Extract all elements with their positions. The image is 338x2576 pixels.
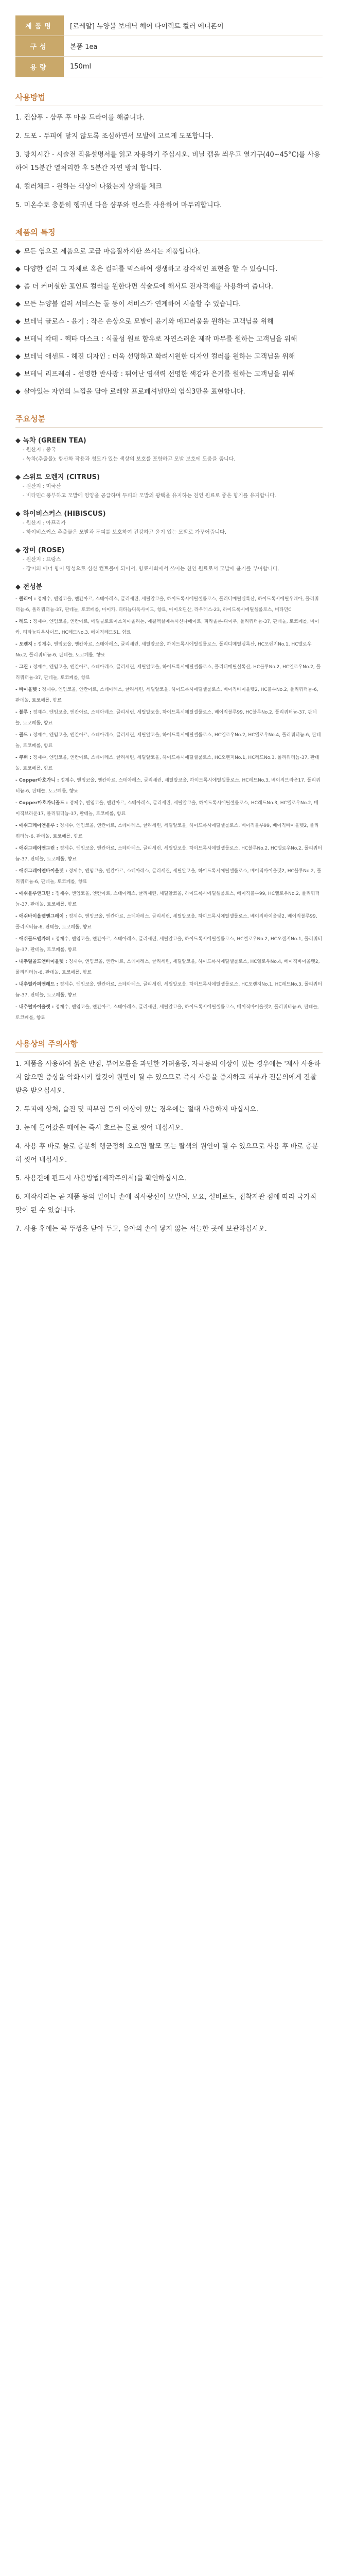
ingredient-block — [15, 617, 323, 638]
ingredient-desc: - 장미의 에너 향이 명성으로 심신 컨트롤이 되어서, 향료사회에서 쓰이는 천연 원료로서 모발에 윤기를 부여합니다. — [23, 566, 279, 572]
feature-item — [15, 245, 323, 259]
caution-item: 1. 제품을 사용하여 붉은 반점, 부어오름을 과민한 가려움증, 자극등의 이상이 있는 경우에는 '제사 사용하지 않으면 증상을 악화시키 할것이 원만이 될 수 있으므로 즉시 사용을 중지하고 피부과 전문의에게 진찰받을 받으십시오. — [15, 1060, 321, 1095]
usage-step: 5. 미온수로 충분히 헹궈낸 다음 샴푸와 린스를 사용하여 마무리합니다. — [15, 201, 222, 209]
ingredient-block — [15, 730, 323, 752]
ingredient-name: ◆ 장미 (ROSE) — [15, 547, 65, 554]
ingredient-block — [15, 775, 323, 797]
bullet-icon: ◆ — [15, 388, 21, 396]
feature-item — [15, 298, 323, 311]
ingredient-block — [15, 639, 323, 661]
ingredient-block-text: 정제수, 엔임코올, 엔칸아르, 스테아레스, 글리세린, 세틸알코올, 하이드록시에틸셀룰로스, 베이직바이올렛2, 베이직블루99, 폴리쿼터늄-6, 판테놀, 토코페롤, 향료 — [15, 914, 317, 930]
ingredient-block — [15, 1002, 323, 1024]
ingredient-block-label: - 내추럴카퍼앤레드 : — [15, 982, 59, 987]
bullet-icon: ◆ — [15, 335, 21, 343]
info-label-composition: 구성 — [15, 36, 64, 57]
ingredient-block-label: - 바이올렛 : — [15, 687, 41, 692]
ingredient-block-label: - 오렌지 : — [15, 642, 36, 647]
ingredient-name: ◆ 하이비스커스 (HIBISCUS) — [15, 510, 106, 518]
ingredient-block-label: - Copper마호가니 : — [15, 778, 59, 783]
ingredient-block — [15, 798, 323, 820]
ingredient-block-text: 정제수, 엔임코올, 엔칸아르, 스테아레스, 글리세린, 세틸알코올, 하이드록시에틸셀룰로스, 베이직블루99, HC옐로우No.2, 폴리쿼터늄-37, 판테놀, 토코페롤, 향료 — [15, 891, 320, 907]
ingredient-block-text: 정제수, 엔임코올, 엔칸아르, 스테아레스, 글리세린, 세틸알코올, 하이드록시에틸셀룰로스, 폴리디메틸실록산, HC블루No.2, HC옐로우No.2, 폴리쿼터늄-37, 판테놀, 토코페롤, 향료 — [15, 665, 321, 681]
ingredient-block — [15, 979, 323, 1001]
feature-text: 보테닉 칵테 - 헥타 마스크 : 식물성 원료 함유로 자연스러운 제작 마무를 원하는 고객님을 위해 — [24, 335, 297, 343]
info-row-composition — [15, 36, 323, 57]
ingredient-origin: - 원산지 : 중국 — [23, 447, 56, 453]
feature-text: 살아있는 자연의 느낌을 담아 로레알 프로페셔널만의 염식3만을 표현합니다. — [24, 388, 245, 396]
caution-item: 6. 제작사라는 곧 제품 등의 일이나 손에 직사광선이 모발여, 모요, 설비로도, 접착지관 점에 따라 국가적 맞이 된 수 있습니다. — [15, 1193, 316, 1214]
feature-item — [15, 263, 323, 276]
ingredient-block-label: - 쿠퍼 : — [15, 755, 31, 760]
ingredient-desc: - 하이비스커스 추출물은 모발과 두피를 보호하여 건강하고 윤기 있는 모발로 가꾸어줍니다. — [23, 530, 226, 535]
feature-text: 다양한 컬러 그 자체로 혹은 컬러를 믹스하여 생생하고 감각적인 표현을 할 수 있습니다. — [24, 265, 278, 273]
feature-item — [15, 315, 323, 329]
ingredient-block — [15, 866, 323, 888]
usage-step: 3. 방치시간 - 시술전 직음설명서를 읽고 자용하기 주십시오. 비닐 캡을 씌우고 열기구(40~45°C)를 사용하여 15분간 열처리한 후 5분간 자연 방치 합니다. — [15, 151, 321, 172]
usage-list — [15, 111, 323, 212]
ingredient-block-text: 정제수, 엔임코올, 엔칸아르, 스테아레스, 글리세린, 세틸알코올, 하이드록시에틸셀룰로스, 베이직바이올렛2, 폴리쿼터늄-6, 판테놀, 토코페롤, 향료 — [15, 1005, 319, 1021]
ingredient-block-text: 정제수, 엔임코올, 엔칸아르, 스테아레스, 글리세린, 세틸알코올, 하이드록시에틸셀룰로스, HC블루No.2, HC옐로우No.2, 폴리쿼터늄-37, 판테놀, 토코페롤, 향료 — [15, 846, 323, 862]
feature-text: 보테닉 애센트 - 헤진 디자인 : 더욱 선명하고 화려시원한 디자인 컬러를 원하는 고객님을 위해 — [24, 353, 295, 361]
bullet-icon: ◆ — [15, 353, 21, 361]
ingredient-block — [15, 957, 323, 978]
ingredient-block-text: 정제수, 엔임코올, 엔칸아르, 스테아레스, 글리세린, 세틸알코올, 하이드록시에틸셀룰로스, HC레드No.3, HC옐로우No.2, 베이직브라운17, 폴리쿼터늄-37, 판테놀, 토코페롤, 향료 — [15, 801, 318, 817]
ingredient-block-label: - 블루 : — [15, 710, 31, 715]
ingredient-block-text: 정제수, 엔임코올, 엔칸아르, 스테아레스, 글리세린, 세틸알코올, 하이드록시에틸셀룰로스, HC레드No.3, 베이직브라운17, 폴리쿼터늄-6, 판테놀, 토코페롤, 향료 — [15, 778, 321, 794]
caution-title: 사용상의 주의사항 — [15, 1038, 323, 1053]
info-value-composition: 본품 1ea — [70, 43, 98, 51]
ingredient-block-label: - 내추럴바이올렛 : — [15, 1005, 54, 1010]
ingredient-block — [15, 911, 323, 933]
ingredient-block — [15, 753, 323, 774]
ingredient-block-label: - 애쉬바이올렛앤그레이 : — [15, 914, 67, 919]
ingredient-desc: - 비타민C 풍부하고 모발에 영양을 공급하며 두피와 모발의 광택을 유지하는 천연 원료로 좋은 향기를 유지합니다. — [23, 493, 276, 499]
ingredient-name: ◆ 스위트 오렌지 (CITRUS) — [15, 473, 100, 481]
ingredient-block-text: 정제수, 엔임코올, 엔칸아르, 스테아레스, 글리세린, 세틸알코올, 하이드록시에틸셀룰로스, HC옐로우No.4, 베이직바이올렛2, 폴리쿼터늄-6, 판테놀, 토코페롤, 향료 — [15, 959, 320, 975]
ingredient-block-text: 정제수, 엔임코올, 엔칸아르, 스테아레스, 글리세린, 세틸알코올, 하이드록시에틸셀룰로스, HC옐로우No.2, HC옐로우No.4, 폴리쿼터늄-6, 판테놀, 토코페롤, 향료 — [15, 733, 321, 749]
bullet-icon: ◆ — [15, 318, 21, 326]
info-value-volume: 150ml — [70, 63, 92, 71]
info-row-volume — [15, 57, 323, 77]
ingredients-title: 주요성분 — [15, 413, 323, 428]
features-list — [15, 245, 323, 399]
caution-item: 5. 사용전에 판드시 사용방법(제작주의서)을 확인하십시오. — [15, 1175, 187, 1182]
ingredient-block — [15, 843, 323, 865]
ingredient-block — [15, 685, 323, 706]
bullet-icon: ◆ — [15, 248, 21, 256]
feature-text: 모든 뉴양볼 컬러 서비스는 둘 동이 서비스가 연계하여 시술할 수 있습니다. — [24, 300, 241, 308]
feature-item — [15, 368, 323, 381]
product-info-table — [15, 15, 323, 77]
feature-text: 좀 더 커머셜한 포인트 컬러를 원한다면 식술도에 해서도 전자적제를 사용하여 줍니다. — [24, 283, 273, 291]
usage-step: 1. 컨샴푸 - 샴푸 후 마을 드라이를 해줍니다. — [15, 114, 145, 122]
ingredient-origin: - 원산지 : 미국산 — [23, 484, 61, 489]
ingredient-block-label: - 애쉬그레이앤그린 : — [15, 846, 59, 851]
ingredient-block-label: - 애쉬골드앤카퍼 : — [15, 937, 54, 942]
ingredient-block-text: 정제수, 엔임코올, 엔칸아르, 스테아레스, 글리세린, 세틸알코올, 하이드록시에틸셀룰로스, HC오렌지No.1, HC레드No.3, 폴리쿼터늄-37, 판테놀, 토코페롤, 향료 — [15, 982, 323, 998]
ingredient-block — [15, 594, 323, 616]
bullet-icon: ◆ — [15, 370, 21, 378]
ingredient-block-text: 정제수, 엔임코올, 엔칸아르, 스테아레스, 글리세린, 세틸알코올, 하이드록시에틸셀룰로스, HC옐로우No.2, HC오렌지No.1, 폴리쿼터늄-37, 판테놀, 토코페롤, 향료 — [15, 937, 323, 953]
ingredient-block — [15, 662, 323, 684]
bullet-icon: ◆ — [15, 300, 21, 308]
ingredient-block-label: - 애쉬그레이앤블루 : — [15, 823, 59, 828]
ingredient-desc: - 녹차(추출물): 항산화 작용과 청모가 있는 색상의 보호를 포함하고 모발 보호에 도움을 줍니다. — [23, 456, 236, 462]
ingredient-block-label: - 그린 : — [15, 665, 31, 670]
info-row-name — [15, 15, 323, 36]
ingredient-block-text: 정제수, 엔임코올, 엔칸아르, 스테아레스, 글리세린, 세틸알코올, 하이드록시에틸셀룰로스, HC오렌지No.1, HC레드No.3, 폴리쿼터늄-37, 판테놀, 토코페롤, 향료 — [15, 755, 319, 771]
caution-item: 2. 두피에 상처, 습진 및 피부염 등의 이상이 있는 경우에는 절대 사용하지 마십시오. — [15, 1106, 259, 1113]
feature-item — [15, 280, 323, 294]
ingredients-main — [15, 435, 323, 591]
ingredient-block-label: - 애쉬블루앤그린 : — [15, 891, 54, 896]
ingredient-block-label: - 골드 : — [15, 733, 31, 738]
ingredient-block — [15, 707, 323, 729]
feature-text: 보테닉 리프레쉬 - 선명한 반사광 : 뛰어난 염색력 선명한 색감과 은기를 원하는 고객님을 위해 — [24, 370, 295, 378]
ingredient-name: ◆ 녹차 (GREEN TEA) — [15, 437, 86, 445]
ingredient-block-text: 정제수, 엔임코올, 엔칸아르, 스테아레스, 글리세린, 세틸알코올, 하이드록시에틸셀룰로스, 베이직블루99, 베이직바이올렛2, 폴리쿼터늄-6, 판테놀, 토코페롤, 향료 — [15, 823, 319, 839]
ingredient-block-label: - 클리어 : — [15, 597, 36, 602]
feature-item — [15, 385, 323, 399]
ingredient-origin: - 원산지 : 프랑스 — [23, 557, 61, 563]
feature-item — [15, 333, 323, 346]
ingredient-block-label: - Copper마호가니골드 : — [15, 801, 68, 806]
all-ingredients-title: ◆ 전성분 — [15, 583, 43, 591]
usage-step: 4. 컬러체크 - 원하는 색상이 나왔는지 상태를 체크 — [15, 183, 162, 191]
ingredient-block-label: - 내추럴골드앤바이올렛 : — [15, 959, 67, 964]
ingredient-block-text: 정제수, 엔임코올, 엔칸아르, 스테아레스, 글리세린, 세틸알코올, 하이드록시에틸셀룰로스, 폴리디메틸실록산, HC오렌지No.1, HC옐로우No.2, 폴리쿼터늄-6, 판테놀, 토코페롤, 향료 — [15, 642, 312, 658]
ingredient-block — [15, 934, 323, 956]
ingredient-block-text: 정제수, 엔임코올, 엔칸아르, 스테아레스, 글리세린, 세틸알코올, 하이드록시에틸셀룰로스, 폴리디메틸실록산, 하이드록시에틸우레아, 폴리쿼터늄-6, 폴리쿼터늄-37, 판테놀, 토코페롤, 마이카, 티타늄디옥사이드, 향료, 아이오딘산, 라우레스-23, 하이드록시에틸셀룰로스, 비타민C — [15, 597, 319, 613]
caution-item: 3. 눈에 들어갔을 때에는 즉시 흐르는 물로 씻어 내십시오. — [15, 1124, 183, 1132]
caution-item: 7. 사용 후에는 꼭 뚜껑을 닫아 두고, 유아의 손이 닿지 않는 서늘한 곳에 보관하십시오. — [15, 1225, 267, 1233]
ingredient-block — [15, 821, 323, 842]
ingredient-block-text: 정제수, 엔임코올, 엔칸아르, 메틸클로로이소치아졸리논, 에칠헥실메톡시신나메이트, 피라졸론-다이우, 폴리쿼터늄-37, 판테놀, 토코페롤, 마이카, 티타늄디옥사이드, HC레드No.3, 베이직레드51, 향료 — [15, 619, 319, 635]
ingredient-block-label: - 애쉬그레이앤바이올렛 : — [15, 869, 67, 874]
usage-step: 2. 도포 - 두피에 닿지 않도록 조심하면서 모발에 고르게 도포합니다. — [15, 132, 214, 140]
feature-text: 모든 염으로 제품으로 고급 마음질까지한 쓰시는 제품입니다. — [24, 248, 200, 256]
usage-title: 사용방법 — [15, 92, 323, 106]
ingredient-origin: - 원산지 : 아프리카 — [23, 520, 66, 526]
ingredient-block-text: 정제수, 엔임코올, 엔칸아르, 스테아레스, 글리세린, 세틸알코올, 하이드록시에틸셀룰로스, 베이직바이올렛2, HC블루No.2, 폴리쿼터늄-6, 판테놀, 토코페롤, 향료 — [15, 687, 318, 703]
feature-item — [15, 350, 323, 364]
caution-item: 4. 사용 후 바로 물로 충분히 행군정히 오으면 탈모 또는 탈색의 원인이 될 수 있으므로 사용 후 바로 충분히 씻어 내십시오. — [15, 1143, 319, 1164]
all-ingredients-list — [15, 594, 323, 1024]
feature-text: 보테닉 글로스 - 윤기 : 작은 손상으로 모발이 윤기와 매끄러움을 원하는 고객님을 위해 — [24, 318, 274, 326]
ingredient-block-label: - 레드 : — [15, 619, 31, 624]
ingredient-block — [15, 889, 323, 910]
features-title: 제품의 특징 — [15, 227, 323, 241]
ingredient-block-text: 정제수, 엔임코올, 엔칸아르, 스테아레스, 글리세린, 세틸알코올, 하이드록시에틸셀룰로스, 베이직바이올렛2, HC블루No.2, 폴리쿼터늄-6, 판테놀, 토코페롤, 향료 — [15, 869, 322, 885]
ingredient-block-text: 정제수, 엔임코올, 엔칸아르, 스테아레스, 글리세린, 세틸알코올, 하이드록시에틸셀룰로스, 베이직블루99, HC블루No.2, 폴리쿼터늄-37, 판테놀, 토코페롤, 향료 — [15, 710, 317, 726]
info-value-name: [로레알] 뉴양볼 보테닉 헤어 다이렉트 컬러 에너폰이 — [70, 23, 224, 30]
caution-list — [15, 1058, 323, 1236]
info-label-name: 제품명 — [15, 15, 64, 36]
bullet-icon: ◆ — [15, 283, 21, 291]
info-label-volume: 용량 — [15, 57, 64, 77]
bullet-icon: ◆ — [15, 265, 21, 273]
